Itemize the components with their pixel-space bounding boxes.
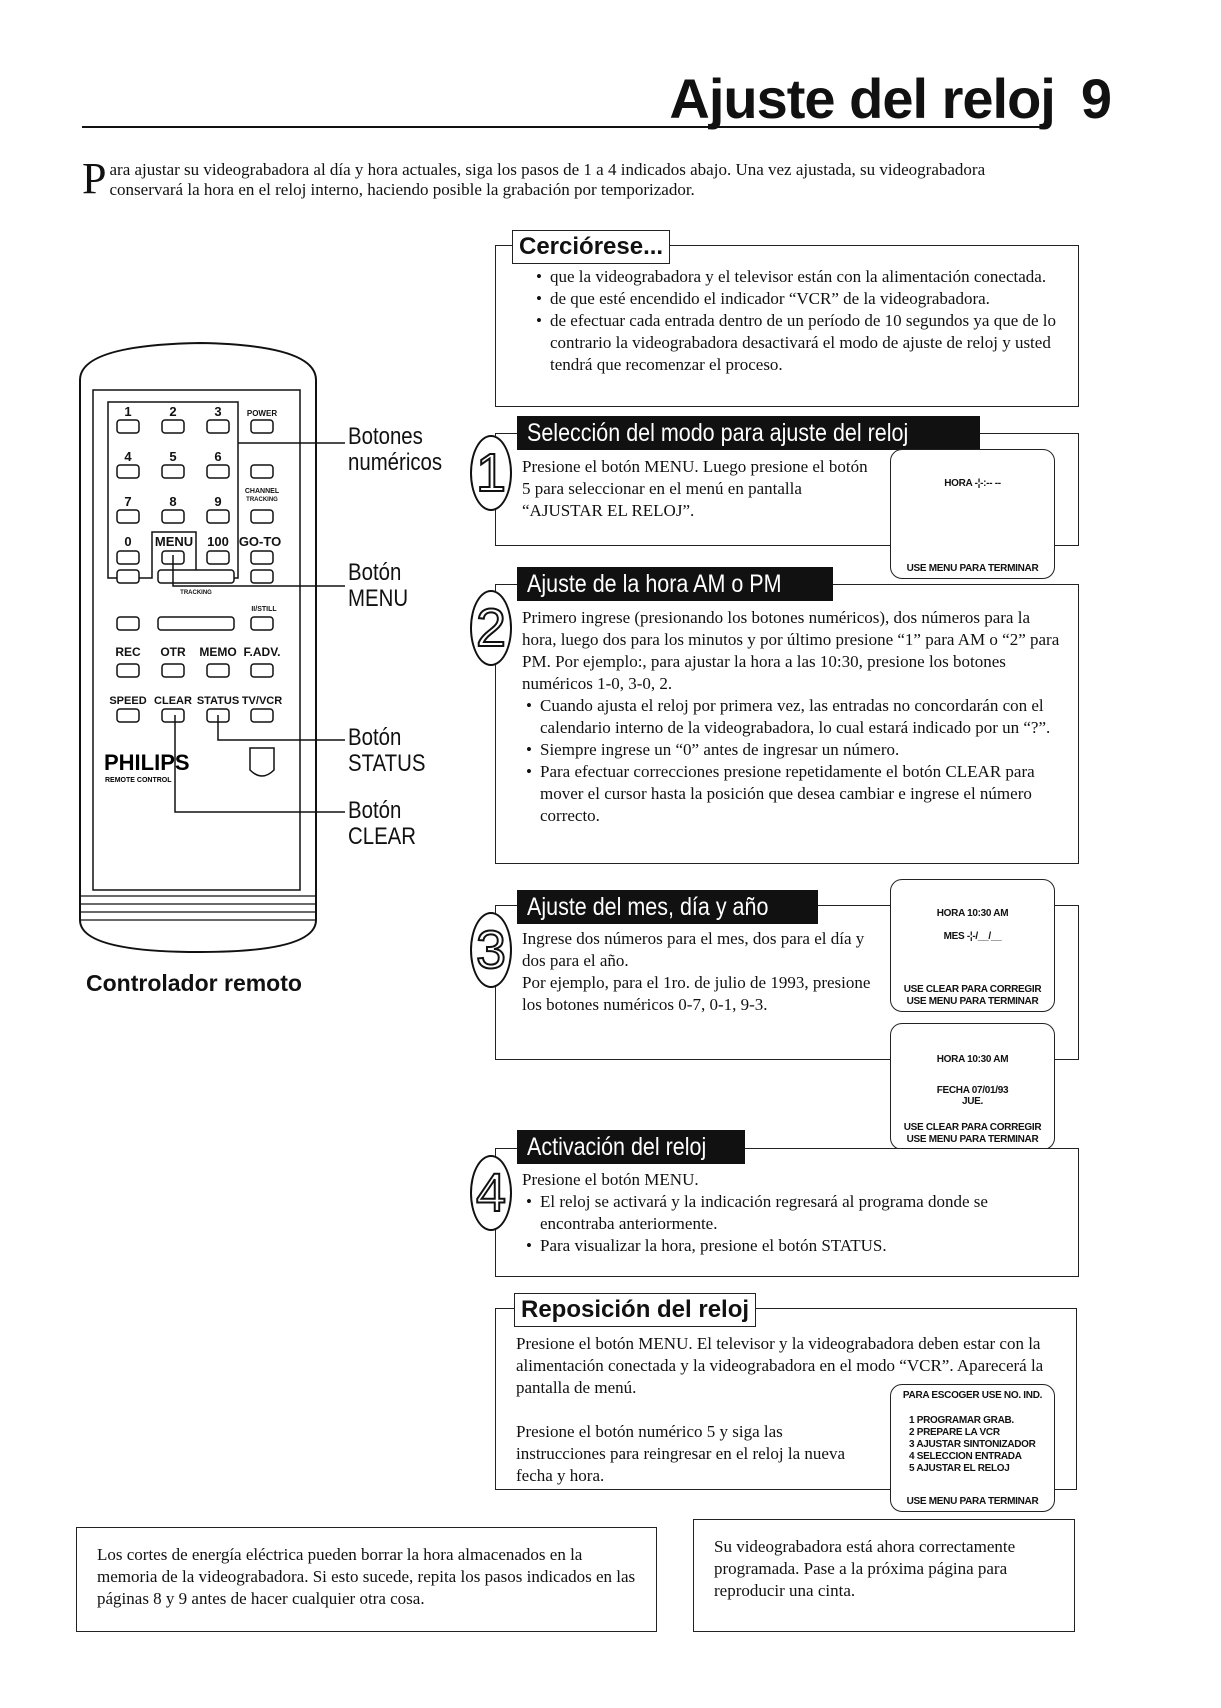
key-5: 5 — [169, 449, 177, 464]
remote-button — [117, 465, 139, 478]
drop-cap: P — [82, 154, 107, 203]
remote-button — [251, 510, 273, 523]
callout-numeric-buttons: Botones numéricos — [348, 423, 443, 476]
step-4-bullet: • Para visualizar la hora, presione el botón STATUS. — [540, 1235, 1064, 1257]
reset-text-1: Presione el botón MENU. El televisor y la videograbadora deben estar con la alimentación conectada y la videograbadora en el modo “VCR”. Aparecerá la pantalla de menú. — [516, 1334, 1044, 1397]
svg-text:REMOTE CONTROL: REMOTE CONTROL — [105, 777, 172, 784]
tv-screen-mes: HORA 10:30 AM MES -¦-/__/__ USE CLEAR PARA CORREGIR USE MENU PARA TERMINAR — [890, 879, 1055, 1012]
step-2-title: Ajuste de la hora AM o PM — [517, 567, 833, 601]
key-otr: OTR — [160, 645, 186, 659]
key-1: 1 — [124, 404, 132, 419]
reset-title: Reposición del reloj — [514, 1293, 756, 1327]
remote-button — [251, 420, 273, 433]
key-power: POWER — [246, 409, 278, 418]
remote-control-illustration — [0, 0, 420, 1000]
remote-button — [162, 664, 184, 677]
checklist-item: • que la videograbadora y el televisor están con la alimentación conectada. — [550, 266, 1066, 288]
key-channel: CHANNEL — [244, 488, 280, 495]
tv-screen-hora: HORA -¦-:-- -- USE MENU PARA TERMINAR — [890, 449, 1055, 579]
key-8: 8 — [169, 494, 177, 509]
step-1-number: 1 — [470, 435, 512, 511]
key-6: 6 — [214, 449, 222, 464]
svg-text:TRACKING: TRACKING — [180, 590, 212, 596]
remote-button — [207, 664, 229, 677]
step-4-box — [495, 1148, 1079, 1277]
remote-button — [117, 570, 139, 583]
step-2-bullet: • Cuando ajusta el reloj por primera vez, las entradas no concordarán con el calendario interno de la videograbadora, lo cual estará indicado por un “?”. — [540, 695, 1064, 739]
remote-button — [162, 709, 184, 722]
remote-button — [251, 709, 273, 722]
step-2-bullet: • Siempre ingrese un “0” antes de ingresar un número. — [540, 739, 1064, 761]
remote-caption: Controlador remoto — [86, 970, 302, 996]
page-number: 9 — [1080, 67, 1111, 130]
key-fadv: F.ADV. — [243, 645, 281, 659]
step-4-number: 4 — [470, 1155, 512, 1231]
remote-button — [117, 420, 139, 433]
key-speed: SPEED — [109, 695, 147, 707]
key-clear: CLEAR — [154, 695, 192, 707]
step-4-title: Activación del reloj — [517, 1130, 745, 1164]
remote-button — [251, 465, 273, 478]
remote-button — [162, 465, 184, 478]
key-9: 9 — [214, 494, 222, 509]
step-4-bullet: • El reloj se activará y la indicación regresará al programa donde se encontraba anteriormente. — [540, 1191, 1064, 1235]
power-outage-note: Los cortes de energía eléctrica pueden borrar la hora almacenados en la memoria de la videograbadora. Si esto sucede, repita los pasos indicados en las páginas 8 y 9 antes de hacer cualquier otra cosa. — [76, 1527, 657, 1632]
checklist-item: • de efectuar cada entrada dentro de un período de 10 segundos ya que de lo contrario la videograbadora desactivará el modo de ajuste de reloj y usted tendrá que recomenzar el proceso. — [550, 310, 1066, 376]
remote-button — [207, 420, 229, 433]
tv-screen-menu: PARA ESCOGER USE NO. IND. 1 PROGRAMAR GRAB. 2 PREPARE LA VCR 3 AJUSTAR SINTONIZADOR 4 SELECCION ENTRADA 5 AJUSTAR EL RELOJ USE MENU PARA TERMINAR — [890, 1384, 1055, 1512]
key-0: 0 — [124, 534, 132, 549]
callout-clear-button: Botón CLEAR — [348, 797, 417, 850]
reset-text-2: Presione el botón numérico 5 y siga las instrucciones para reingresar en el reloj la nueva fecha y hora. — [516, 1422, 845, 1485]
page-title: Ajuste del reloj 9 — [669, 67, 1111, 130]
step-2-box — [495, 584, 1079, 864]
remote-button — [251, 617, 273, 630]
step-2-text: Primero ingrese (presionando los botones numéricos), dos números para la hora, luego dos para los minutos y por último presione “1” para AM o “2” para PM. Por ejemplo:, para ajustar la hora a las 10:30, presione los botones numéricos 1-0, 3-0, 2. — [522, 608, 1060, 693]
remote-button — [117, 617, 139, 630]
remote-button — [207, 551, 229, 564]
remote-button — [158, 570, 234, 583]
step-3-text: Ingrese dos números para el mes, dos para el día y dos para el año. — [522, 929, 865, 970]
step-1-title: Selección del modo para ajuste del reloj — [517, 416, 980, 450]
remote-button — [117, 664, 139, 677]
remote-button — [117, 709, 139, 722]
key-tvvcr: TV/VCR — [241, 695, 283, 707]
svg-text:TRACKING: TRACKING — [246, 497, 278, 503]
key-100: 100 — [207, 534, 229, 549]
remote-button — [162, 510, 184, 523]
remote-button — [207, 465, 229, 478]
key-7: 7 — [124, 494, 132, 509]
key-goto: GO-TO — [238, 534, 282, 549]
step-1-text: Presione el botón MENU. Luego presione el botón 5 para seleccionar en el menú en pantalla “AJUSTAR EL RELOJ”. — [522, 457, 868, 520]
key-3: 3 — [214, 404, 222, 419]
remote-button — [251, 570, 273, 583]
remote-button — [158, 617, 234, 630]
checklist-item: • de que esté encendido el indicador “VCR” de la videograbadora. — [550, 288, 1066, 310]
remote-brand: PHILIPS — [104, 750, 190, 775]
step-3-example: Por ejemplo, para el 1ro. de julio de 1993, presione los botones numéricos 0-7, 0-1, 9-3. — [522, 973, 871, 1014]
key-still: II/STILL — [251, 606, 277, 613]
callout-menu-button: Botón MENU — [348, 559, 409, 612]
remote-button — [251, 664, 273, 677]
step-2-number: 2 — [470, 590, 512, 666]
intro-paragraph: Para ajustar su videograbadora al día y hora actuales, siga los pasos de 1 a 4 indicados abajo. Una vez ajustada, su videograbadora conservará la hora en el reloj interno, haciendo posible la grabación por temporizador. — [82, 154, 986, 203]
tv-screen-fecha: HORA 10:30 AM FECHA 07/01/93 JUE. USE CLEAR PARA CORREGIR USE MENU PARA TERMINAR — [890, 1023, 1055, 1150]
key-rec: REC — [115, 645, 141, 659]
key-4: 4 — [124, 449, 132, 464]
step-3-title: Ajuste del mes, día y año — [517, 890, 818, 924]
key-status: STATUS — [196, 695, 240, 707]
key-menu: MENU — [154, 534, 194, 549]
philips-shield-icon — [250, 748, 274, 776]
remote-button — [251, 551, 273, 564]
key-2: 2 — [169, 404, 177, 419]
completion-note: Su videograbadora está ahora correctamente programada. Pase a la próxima página para reproducir una cinta. — [693, 1519, 1075, 1632]
callout-status-button: Botón STATUS — [348, 724, 426, 777]
step-3-number: 3 — [470, 912, 512, 988]
remote-button — [117, 551, 139, 564]
checklist-box — [495, 245, 1079, 407]
step-4-text: Presione el botón MENU. — [522, 1170, 699, 1189]
remote-button — [162, 420, 184, 433]
remote-button — [117, 510, 139, 523]
remote-button — [207, 510, 229, 523]
step-2-bullet: • Para efectuar correcciones presione repetidamente el botón CLEAR para mover el cursor hasta la posición que desea cambiar e ingrese el número correcto. — [540, 761, 1064, 827]
checklist-title: Cerciórese... — [512, 230, 670, 264]
key-memo: MEMO — [199, 645, 237, 659]
